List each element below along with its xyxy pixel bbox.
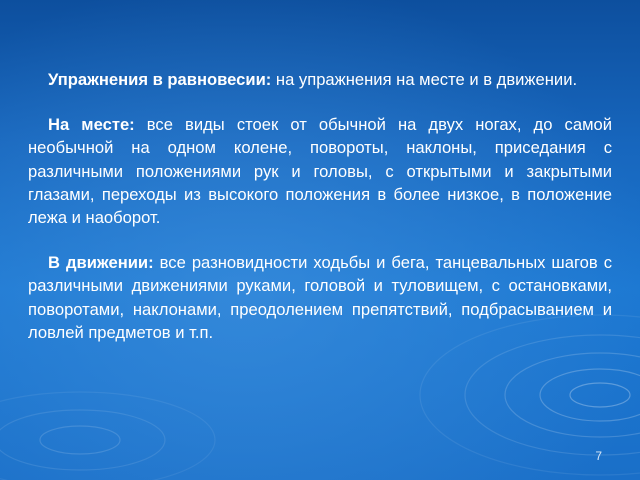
paragraph-text: на упражнения на месте и в движении. <box>271 70 578 89</box>
slide-number: 7 <box>595 449 602 463</box>
paragraph-heading: В движении: <box>48 253 154 273</box>
paragraph-text: все виды стоек от обычной на двух ногах, до самой необычной на одном колене, повороты, наклоны, приседания с различными положениями рук и головы, с открытыми и закрытыми глазами, переходы из высокого положения в более низкое, в положение лежа и наоборот. <box>28 115 612 228</box>
paragraph-heading: Упражнения в равновесии: <box>48 70 272 89</box>
slide-body <box>28 68 612 366</box>
paragraph-in-motion <box>28 251 612 344</box>
paragraph-heading: На месте: <box>48 115 135 135</box>
paragraph-text: все разновидности ходьбы и бега, танцевальных шагов с различными движениями руками, головой и туловищем, с остановками, поворотами, наклонами, преодолением препятствий, подбрасыванием и ловлей предметов и т.п. <box>28 253 612 342</box>
paragraph-in-place <box>28 113 612 229</box>
paragraph-balance-exercises <box>28 68 612 91</box>
